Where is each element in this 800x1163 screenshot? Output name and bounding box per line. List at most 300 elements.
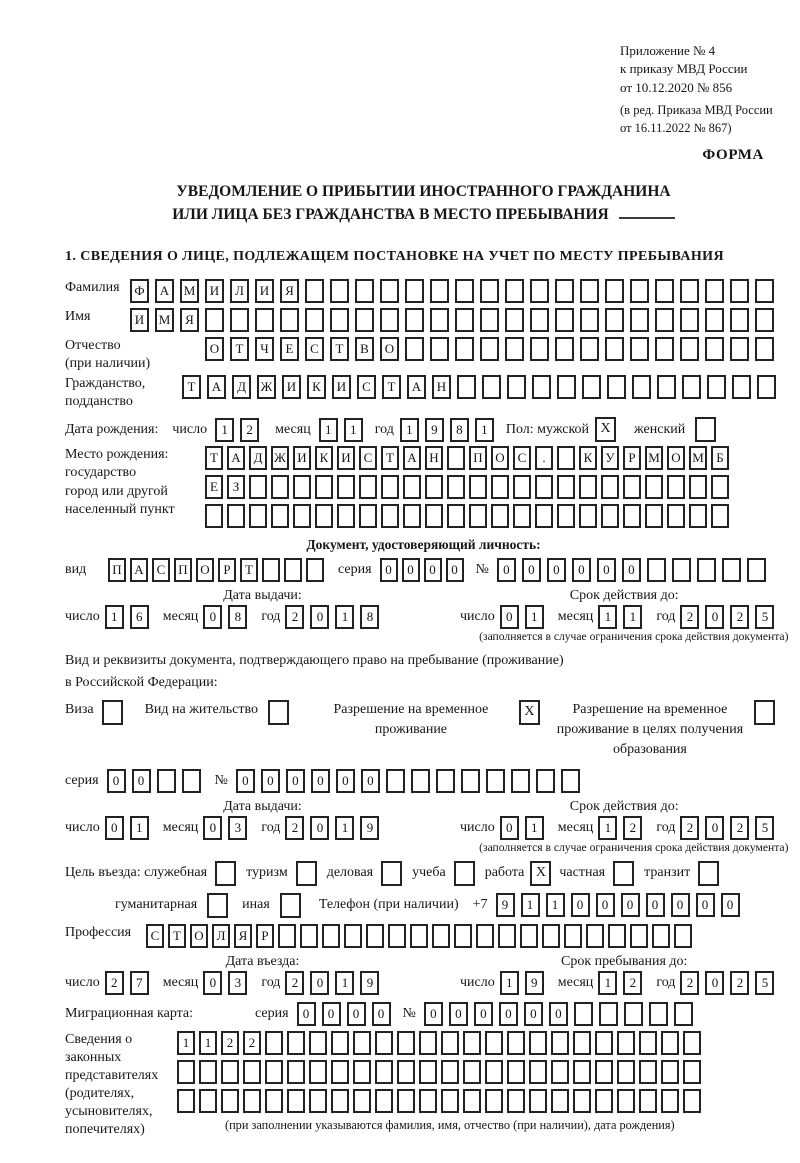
char-cell[interactable] — [315, 475, 333, 499]
char-cell[interactable] — [505, 308, 524, 332]
char-cell[interactable]: С — [152, 558, 170, 582]
char-cell[interactable]: 9 — [360, 816, 379, 840]
char-cell[interactable] — [722, 558, 741, 582]
char-cell[interactable] — [287, 1060, 305, 1084]
char-cell[interactable]: Т — [240, 558, 258, 582]
char-cell[interactable]: 2 — [221, 1031, 239, 1055]
char-cell[interactable] — [574, 1002, 593, 1026]
char-cell[interactable]: 9 — [496, 893, 515, 917]
char-cell[interactable]: О — [380, 337, 399, 361]
char-cell[interactable]: 6 — [130, 605, 149, 629]
char-cell[interactable]: 1 — [525, 605, 544, 629]
char-cell[interactable] — [380, 279, 399, 303]
char-cell[interactable] — [397, 1060, 415, 1084]
char-cell[interactable]: З — [227, 475, 245, 499]
char-cell[interactable]: 1 — [400, 418, 419, 442]
female-checkbox[interactable] — [695, 417, 716, 442]
char-cell[interactable]: 2 — [285, 816, 304, 840]
char-cell[interactable] — [381, 475, 399, 499]
char-cell[interactable]: 0 — [596, 893, 615, 917]
char-cell[interactable] — [623, 475, 641, 499]
char-cell[interactable] — [278, 924, 296, 948]
char-cell[interactable] — [305, 308, 324, 332]
char-cell[interactable] — [513, 504, 531, 528]
char-cell[interactable]: 1 — [525, 816, 544, 840]
char-cell[interactable]: 1 — [335, 605, 354, 629]
char-cell[interactable]: Т — [182, 375, 201, 399]
char-cell[interactable] — [557, 475, 575, 499]
char-cell[interactable] — [397, 1089, 415, 1113]
char-cell[interactable]: 0 — [446, 558, 464, 582]
char-cell[interactable]: 0 — [310, 971, 329, 995]
char-cell[interactable]: 9 — [360, 971, 379, 995]
char-cell[interactable]: 0 — [310, 816, 329, 840]
char-cell[interactable] — [639, 1089, 657, 1113]
char-cell[interactable]: 8 — [228, 605, 247, 629]
char-cell[interactable]: 9 — [425, 418, 444, 442]
char-cell[interactable] — [485, 1089, 503, 1113]
char-cell[interactable] — [359, 504, 377, 528]
char-cell[interactable]: 0 — [380, 558, 398, 582]
char-cell[interactable]: Е — [280, 337, 299, 361]
char-cell[interactable]: 2 — [730, 816, 749, 840]
char-cell[interactable]: 1 — [598, 816, 617, 840]
char-cell[interactable] — [630, 337, 649, 361]
char-cell[interactable] — [536, 769, 555, 793]
char-cell[interactable]: 0 — [571, 893, 590, 917]
char-cell[interactable]: А — [403, 446, 421, 470]
char-cell[interactable] — [353, 1089, 371, 1113]
char-cell[interactable]: 2 — [730, 971, 749, 995]
char-cell[interactable]: С — [513, 446, 531, 470]
char-cell[interactable] — [555, 337, 574, 361]
char-cell[interactable] — [573, 1031, 591, 1055]
char-cell[interactable]: И — [205, 279, 224, 303]
char-cell[interactable]: 0 — [497, 558, 516, 582]
char-cell[interactable] — [284, 558, 302, 582]
char-cell[interactable]: М — [155, 308, 174, 332]
char-cell[interactable] — [482, 375, 501, 399]
char-cell[interactable] — [630, 924, 648, 948]
char-cell[interactable]: 0 — [203, 605, 222, 629]
char-cell[interactable]: 2 — [730, 605, 749, 629]
char-cell[interactable] — [157, 769, 176, 793]
char-cell[interactable]: У — [601, 446, 619, 470]
char-cell[interactable] — [551, 1031, 569, 1055]
char-cell[interactable]: Т — [168, 924, 186, 948]
char-cell[interactable] — [580, 337, 599, 361]
char-cell[interactable]: 0 — [549, 1002, 568, 1026]
char-cell[interactable] — [680, 337, 699, 361]
char-cell[interactable]: Ф — [130, 279, 149, 303]
char-cell[interactable] — [557, 504, 575, 528]
char-cell[interactable]: К — [579, 446, 597, 470]
char-cell[interactable]: 1 — [319, 418, 338, 442]
char-cell[interactable]: 0 — [524, 1002, 543, 1026]
char-cell[interactable]: 2 — [285, 605, 304, 629]
char-cell[interactable]: 2 — [243, 1031, 261, 1055]
char-cell[interactable]: 0 — [402, 558, 420, 582]
char-cell[interactable]: 5 — [755, 605, 774, 629]
char-cell[interactable]: 0 — [671, 893, 690, 917]
char-cell[interactable] — [491, 475, 509, 499]
char-cell[interactable] — [561, 769, 580, 793]
char-cell[interactable] — [441, 1089, 459, 1113]
char-cell[interactable] — [655, 337, 674, 361]
char-cell[interactable] — [315, 504, 333, 528]
char-cell[interactable]: И — [337, 446, 355, 470]
char-cell[interactable] — [630, 308, 649, 332]
char-cell[interactable]: Р — [256, 924, 274, 948]
char-cell[interactable] — [265, 1060, 283, 1084]
char-cell[interactable] — [355, 279, 374, 303]
char-cell[interactable] — [551, 1089, 569, 1113]
char-cell[interactable] — [375, 1031, 393, 1055]
char-cell[interactable] — [707, 375, 726, 399]
char-cell[interactable]: 2 — [680, 971, 699, 995]
char-cell[interactable] — [529, 1089, 547, 1113]
char-cell[interactable]: И — [130, 308, 149, 332]
char-cell[interactable] — [432, 924, 450, 948]
char-cell[interactable]: С — [146, 924, 164, 948]
char-cell[interactable]: Т — [330, 337, 349, 361]
char-cell[interactable] — [403, 504, 421, 528]
char-cell[interactable]: 2 — [623, 816, 642, 840]
char-cell[interactable] — [535, 504, 553, 528]
char-cell[interactable]: 0 — [297, 1002, 316, 1026]
char-cell[interactable] — [375, 1060, 393, 1084]
char-cell[interactable]: М — [645, 446, 663, 470]
char-cell[interactable] — [353, 1060, 371, 1084]
char-cell[interactable]: 0 — [203, 971, 222, 995]
char-cell[interactable]: 0 — [105, 816, 124, 840]
purpose-other-checkbox[interactable] — [280, 893, 301, 918]
char-cell[interactable] — [530, 279, 549, 303]
char-cell[interactable]: 1 — [335, 971, 354, 995]
char-cell[interactable]: 1 — [500, 971, 519, 995]
char-cell[interactable]: П — [174, 558, 192, 582]
char-cell[interactable] — [605, 308, 624, 332]
char-cell[interactable] — [381, 504, 399, 528]
char-cell[interactable] — [386, 769, 405, 793]
char-cell[interactable] — [557, 446, 575, 470]
char-cell[interactable]: А — [130, 558, 148, 582]
char-cell[interactable]: 2 — [105, 971, 124, 995]
char-cell[interactable]: 0 — [705, 971, 724, 995]
char-cell[interactable]: 0 — [705, 605, 724, 629]
char-cell[interactable] — [461, 769, 480, 793]
char-cell[interactable] — [655, 279, 674, 303]
char-cell[interactable] — [542, 924, 560, 948]
char-cell[interactable]: Д — [232, 375, 251, 399]
char-cell[interactable] — [513, 475, 531, 499]
char-cell[interactable] — [755, 279, 774, 303]
char-cell[interactable] — [293, 504, 311, 528]
char-cell[interactable]: 0 — [372, 1002, 391, 1026]
char-cell[interactable]: 0 — [311, 769, 330, 793]
char-cell[interactable] — [529, 1031, 547, 1055]
char-cell[interactable]: 0 — [547, 558, 566, 582]
char-cell[interactable] — [243, 1089, 261, 1113]
char-cell[interactable] — [601, 475, 619, 499]
char-cell[interactable] — [265, 1031, 283, 1055]
char-cell[interactable] — [605, 279, 624, 303]
char-cell[interactable] — [652, 924, 670, 948]
char-cell[interactable] — [530, 337, 549, 361]
char-cell[interactable] — [645, 504, 663, 528]
char-cell[interactable]: О — [491, 446, 509, 470]
purpose-transit-checkbox[interactable] — [698, 861, 719, 886]
char-cell[interactable]: О — [667, 446, 685, 470]
char-cell[interactable] — [657, 375, 676, 399]
char-cell[interactable] — [579, 504, 597, 528]
char-cell[interactable] — [579, 475, 597, 499]
char-cell[interactable] — [557, 375, 576, 399]
char-cell[interactable]: 0 — [622, 558, 641, 582]
char-cell[interactable] — [403, 475, 421, 499]
char-cell[interactable]: Р — [218, 558, 236, 582]
purpose-official-checkbox[interactable] — [215, 861, 236, 886]
char-cell[interactable] — [436, 769, 455, 793]
char-cell[interactable] — [674, 1002, 693, 1026]
char-cell[interactable]: С — [359, 446, 377, 470]
temp-residence-checkbox[interactable]: X — [519, 700, 540, 725]
char-cell[interactable] — [680, 279, 699, 303]
char-cell[interactable] — [755, 308, 774, 332]
char-cell[interactable] — [425, 475, 443, 499]
purpose-humanitarian-checkbox[interactable] — [207, 893, 228, 918]
char-cell[interactable] — [447, 475, 465, 499]
char-cell[interactable] — [683, 1089, 701, 1113]
char-cell[interactable] — [498, 924, 516, 948]
char-cell[interactable]: Б — [711, 446, 729, 470]
char-cell[interactable] — [655, 308, 674, 332]
char-cell[interactable]: 8 — [360, 605, 379, 629]
char-cell[interactable] — [331, 1089, 349, 1113]
char-cell[interactable] — [430, 279, 449, 303]
char-cell[interactable] — [732, 375, 751, 399]
char-cell[interactable] — [380, 308, 399, 332]
char-cell[interactable] — [674, 924, 692, 948]
char-cell[interactable]: 2 — [623, 971, 642, 995]
char-cell[interactable] — [199, 1060, 217, 1084]
char-cell[interactable] — [595, 1060, 613, 1084]
char-cell[interactable]: О — [190, 924, 208, 948]
char-cell[interactable]: 1 — [177, 1031, 195, 1055]
char-cell[interactable] — [300, 924, 318, 948]
char-cell[interactable] — [582, 375, 601, 399]
char-cell[interactable] — [457, 375, 476, 399]
char-cell[interactable]: 1 — [215, 418, 234, 442]
char-cell[interactable] — [455, 279, 474, 303]
char-cell[interactable]: И — [293, 446, 311, 470]
char-cell[interactable] — [520, 924, 538, 948]
char-cell[interactable]: Н — [432, 375, 451, 399]
char-cell[interactable] — [309, 1031, 327, 1055]
char-cell[interactable]: 0 — [310, 605, 329, 629]
char-cell[interactable]: 5 — [755, 816, 774, 840]
char-cell[interactable]: 0 — [474, 1002, 493, 1026]
char-cell[interactable]: А — [207, 375, 226, 399]
char-cell[interactable]: Я — [180, 308, 199, 332]
char-cell[interactable] — [711, 475, 729, 499]
char-cell[interactable]: 0 — [286, 769, 305, 793]
char-cell[interactable] — [730, 308, 749, 332]
char-cell[interactable]: 0 — [424, 558, 442, 582]
char-cell[interactable]: Е — [205, 475, 223, 499]
char-cell[interactable] — [455, 337, 474, 361]
char-cell[interactable] — [221, 1089, 239, 1113]
char-cell[interactable] — [419, 1089, 437, 1113]
char-cell[interactable] — [430, 308, 449, 332]
char-cell[interactable]: П — [108, 558, 126, 582]
char-cell[interactable] — [649, 1002, 668, 1026]
char-cell[interactable]: 0 — [132, 769, 151, 793]
char-cell[interactable]: 1 — [105, 605, 124, 629]
purpose-study-checkbox[interactable] — [454, 861, 475, 886]
char-cell[interactable] — [355, 308, 374, 332]
char-cell[interactable] — [309, 1089, 327, 1113]
char-cell[interactable] — [683, 1060, 701, 1084]
char-cell[interactable]: 1 — [521, 893, 540, 917]
char-cell[interactable] — [507, 375, 526, 399]
char-cell[interactable]: 0 — [696, 893, 715, 917]
char-cell[interactable] — [425, 504, 443, 528]
char-cell[interactable] — [586, 924, 604, 948]
char-cell[interactable]: 0 — [424, 1002, 443, 1026]
char-cell[interactable]: Ж — [271, 446, 289, 470]
char-cell[interactable]: 0 — [500, 816, 519, 840]
char-cell[interactable] — [353, 1031, 371, 1055]
char-cell[interactable] — [262, 558, 280, 582]
char-cell[interactable]: В — [355, 337, 374, 361]
char-cell[interactable] — [287, 1089, 305, 1113]
char-cell[interactable]: О — [205, 337, 224, 361]
male-checkbox[interactable]: X — [595, 417, 616, 442]
char-cell[interactable] — [661, 1089, 679, 1113]
char-cell[interactable] — [645, 475, 663, 499]
char-cell[interactable] — [199, 1089, 217, 1113]
char-cell[interactable] — [682, 375, 701, 399]
char-cell[interactable]: И — [332, 375, 351, 399]
char-cell[interactable] — [306, 558, 324, 582]
char-cell[interactable]: И — [282, 375, 301, 399]
char-cell[interactable] — [505, 279, 524, 303]
char-cell[interactable] — [405, 279, 424, 303]
char-cell[interactable] — [595, 1031, 613, 1055]
char-cell[interactable]: 1 — [344, 418, 363, 442]
char-cell[interactable] — [555, 308, 574, 332]
char-cell[interactable] — [397, 1031, 415, 1055]
char-cell[interactable] — [330, 308, 349, 332]
char-cell[interactable] — [555, 279, 574, 303]
char-cell[interactable] — [469, 475, 487, 499]
char-cell[interactable] — [624, 1002, 643, 1026]
char-cell[interactable]: 0 — [721, 893, 740, 917]
char-cell[interactable] — [249, 475, 267, 499]
char-cell[interactable] — [331, 1031, 349, 1055]
char-cell[interactable]: 1 — [623, 605, 642, 629]
char-cell[interactable] — [337, 475, 355, 499]
char-cell[interactable] — [711, 504, 729, 528]
char-cell[interactable]: 0 — [347, 1002, 366, 1026]
char-cell[interactable] — [705, 337, 724, 361]
char-cell[interactable] — [730, 279, 749, 303]
char-cell[interactable] — [529, 1060, 547, 1084]
char-cell[interactable] — [507, 1031, 525, 1055]
char-cell[interactable] — [639, 1060, 657, 1084]
char-cell[interactable] — [331, 1060, 349, 1084]
char-cell[interactable]: А — [155, 279, 174, 303]
char-cell[interactable] — [463, 1089, 481, 1113]
char-cell[interactable] — [447, 446, 465, 470]
char-cell[interactable] — [661, 1031, 679, 1055]
char-cell[interactable] — [573, 1089, 591, 1113]
char-cell[interactable] — [463, 1031, 481, 1055]
char-cell[interactable]: 0 — [449, 1002, 468, 1026]
char-cell[interactable]: 0 — [203, 816, 222, 840]
char-cell[interactable] — [601, 504, 619, 528]
char-cell[interactable]: Ч — [255, 337, 274, 361]
purpose-work-checkbox[interactable]: X — [530, 861, 551, 886]
char-cell[interactable] — [255, 308, 274, 332]
char-cell[interactable] — [463, 1060, 481, 1084]
char-cell[interactable] — [182, 769, 201, 793]
char-cell[interactable]: С — [305, 337, 324, 361]
char-cell[interactable]: Н — [425, 446, 443, 470]
char-cell[interactable]: Л — [230, 279, 249, 303]
char-cell[interactable] — [469, 504, 487, 528]
char-cell[interactable] — [647, 558, 666, 582]
char-cell[interactable] — [271, 475, 289, 499]
char-cell[interactable] — [337, 504, 355, 528]
visa-checkbox[interactable] — [102, 700, 123, 725]
char-cell[interactable]: К — [307, 375, 326, 399]
char-cell[interactable] — [599, 1002, 618, 1026]
char-cell[interactable] — [535, 475, 553, 499]
char-cell[interactable] — [330, 279, 349, 303]
char-cell[interactable]: Д — [249, 446, 267, 470]
char-cell[interactable]: 3 — [228, 816, 247, 840]
char-cell[interactable]: А — [227, 446, 245, 470]
char-cell[interactable]: С — [357, 375, 376, 399]
char-cell[interactable] — [667, 475, 685, 499]
char-cell[interactable] — [480, 308, 499, 332]
char-cell[interactable]: 0 — [646, 893, 665, 917]
char-cell[interactable] — [747, 558, 766, 582]
char-cell[interactable] — [595, 1089, 613, 1113]
char-cell[interactable] — [309, 1060, 327, 1084]
char-cell[interactable]: Т — [205, 446, 223, 470]
char-cell[interactable] — [177, 1060, 195, 1084]
char-cell[interactable] — [305, 279, 324, 303]
purpose-tourism-checkbox[interactable] — [296, 861, 317, 886]
char-cell[interactable]: 0 — [522, 558, 541, 582]
char-cell[interactable]: М — [689, 446, 707, 470]
char-cell[interactable]: М — [180, 279, 199, 303]
char-cell[interactable]: Т — [230, 337, 249, 361]
char-cell[interactable]: Т — [381, 446, 399, 470]
char-cell[interactable] — [667, 504, 685, 528]
char-cell[interactable]: 1 — [546, 893, 565, 917]
char-cell[interactable] — [564, 924, 582, 948]
char-cell[interactable]: 0 — [361, 769, 380, 793]
char-cell[interactable] — [639, 1031, 657, 1055]
char-cell[interactable]: 0 — [261, 769, 280, 793]
char-cell[interactable]: А — [407, 375, 426, 399]
char-cell[interactable] — [661, 1060, 679, 1084]
temp-residence-education-checkbox[interactable] — [754, 700, 775, 725]
